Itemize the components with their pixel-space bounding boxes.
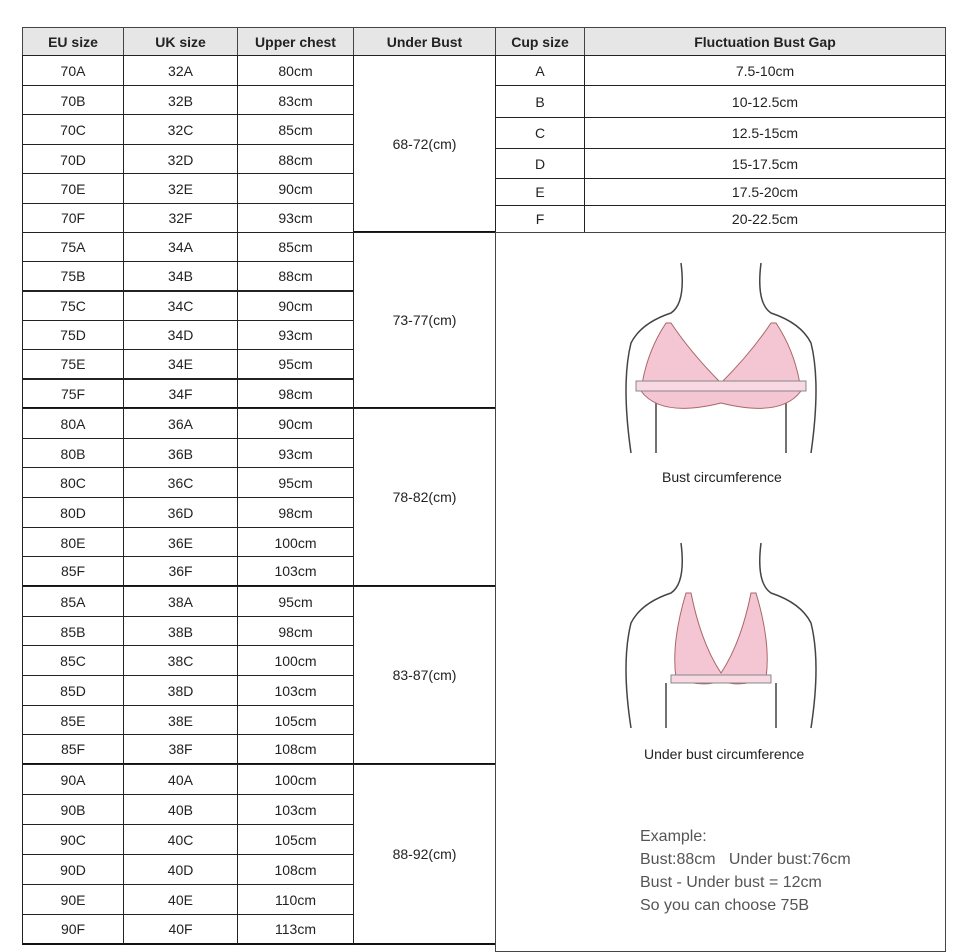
measuring-tape [636,381,806,391]
upper-chest-cell: 93cm [237,320,354,350]
upper-chest-cell: 88cm [237,144,354,175]
uk-size-cell: 38B [123,616,238,647]
upper-chest-cell: 85cm [237,232,354,262]
cup-size-cell: F [495,205,585,233]
example-line-2: Bust - Under bust = 12cm [640,874,822,891]
eu-size-cell: 70E [22,173,124,204]
upper-chest-cell: 95cm [237,586,354,617]
uk-size-cell: 34E [123,349,238,379]
eu-size-cell: 85A [22,586,124,617]
eu-size-cell: 75D [22,320,124,350]
bust-gap-cell: 7.5-10cm [584,55,946,86]
uk-size-cell: 34B [123,261,238,291]
cup-size-cell: A [495,55,585,86]
header-bust-gap: Fluctuation Bust Gap [584,27,946,56]
upper-chest-cell: 85cm [237,114,354,145]
uk-size-cell: 36C [123,467,238,498]
uk-size-cell: 38F [123,734,238,765]
eu-size-cell: 85D [22,675,124,706]
bust-gap-cell: 15-17.5cm [584,148,946,179]
eu-size-cell: 90D [22,854,124,885]
upper-chest-cell: 98cm [237,497,354,528]
uk-size-cell: 34D [123,320,238,350]
uk-size-cell: 40A [123,764,238,795]
upper-chest-cell: 83cm [237,85,354,116]
bust-measure-illustration [601,253,841,463]
uk-size-cell: 40D [123,854,238,885]
eu-size-cell: 85E [22,705,124,736]
upper-chest-cell: 103cm [237,556,354,587]
measuring-tape [671,675,771,683]
upper-chest-cell: 105cm [237,705,354,736]
upper-chest-cell: 93cm [237,438,354,469]
under-bust-measure-illustration [601,533,841,733]
upper-chest-cell: 95cm [237,467,354,498]
under-bust-cell: 68-72(cm) [353,55,496,233]
uk-size-cell: 34C [123,291,238,321]
bra-shape [641,323,801,408]
uk-size-cell: 38D [123,675,238,706]
eu-size-cell: 75B [22,261,124,291]
eu-size-cell: 90C [22,824,124,855]
upper-chest-cell: 90cm [237,408,354,439]
bust-gap-cell: 12.5-15cm [584,117,946,149]
eu-size-cell: 80C [22,467,124,498]
header-under-bust: Under Bust [353,27,496,56]
under-bust-caption: Under bust circumference [644,746,805,762]
eu-size-cell: 85F [22,556,124,587]
cup-size-cell: D [495,148,585,179]
eu-size-cell: 75F [22,379,124,409]
cup-size-cell: B [495,85,585,118]
upper-chest-cell: 100cm [237,764,354,795]
eu-size-cell: 70C [22,114,124,145]
uk-size-cell: 38C [123,645,238,676]
upper-chest-cell: 90cm [237,173,354,204]
eu-size-cell: 80E [22,527,124,558]
example-line-3: So you can choose 75B [640,897,810,914]
bra-shape [675,593,768,684]
eu-size-cell: 90E [22,884,124,915]
header-upper-chest: Upper chest [237,27,354,56]
bust-gap-cell: 10-12.5cm [584,85,946,118]
eu-size-cell: 85B [22,616,124,647]
upper-chest-cell: 113cm [237,914,354,945]
uk-size-cell: 34A [123,232,238,262]
uk-size-cell: 34F [123,379,238,409]
example-line-1: Bust:88cm Under bust:76cm [640,851,851,868]
eu-size-cell: 70A [22,55,124,86]
uk-size-cell: 36E [123,527,238,558]
upper-chest-cell: 103cm [237,675,354,706]
illustration-panel [495,232,946,952]
uk-size-cell: 36B [123,438,238,469]
upper-chest-cell: 88cm [237,261,354,291]
uk-size-cell: 32E [123,173,238,204]
upper-chest-cell: 108cm [237,734,354,765]
eu-size-cell: 85F [22,734,124,765]
eu-size-cell: 90B [22,794,124,825]
upper-chest-cell: 98cm [237,379,354,409]
under-bust-cell: 83-87(cm) [353,586,496,765]
uk-size-cell: 40C [123,824,238,855]
upper-chest-cell: 95cm [237,349,354,379]
upper-chest-cell: 80cm [237,55,354,86]
bust-caption: Bust circumference [662,469,782,485]
upper-chest-cell: 90cm [237,291,354,321]
eu-size-cell: 90A [22,764,124,795]
uk-size-cell: 32C [123,114,238,145]
upper-chest-cell: 110cm [237,884,354,915]
uk-size-cell: 36F [123,556,238,587]
eu-size-cell: 80A [22,408,124,439]
under-bust-cell: 73-77(cm) [353,232,496,409]
uk-size-cell: 32D [123,144,238,175]
eu-size-cell: 75A [22,232,124,262]
upper-chest-cell: 98cm [237,616,354,647]
eu-size-cell: 80D [22,497,124,528]
upper-chest-cell: 100cm [237,527,354,558]
upper-chest-cell: 100cm [237,645,354,676]
example-title: Example: [640,828,707,845]
eu-size-cell: 75C [22,291,124,321]
bust-gap-cell: 17.5-20cm [584,178,946,206]
upper-chest-cell: 103cm [237,794,354,825]
uk-size-cell: 36D [123,497,238,528]
upper-chest-cell: 108cm [237,854,354,885]
header-uk-size: UK size [123,27,238,56]
eu-size-cell: 70F [22,203,124,234]
cup-size-cell: E [495,178,585,206]
upper-chest-cell: 93cm [237,203,354,234]
eu-size-cell: 80B [22,438,124,469]
eu-size-cell: 75E [22,349,124,379]
eu-size-cell: 70B [22,85,124,116]
eu-size-cell: 85C [22,645,124,676]
uk-size-cell: 40B [123,794,238,825]
uk-size-cell: 32F [123,203,238,234]
bust-gap-cell: 20-22.5cm [584,205,946,233]
cup-size-cell: C [495,117,585,149]
uk-size-cell: 40E [123,884,238,915]
upper-chest-cell: 105cm [237,824,354,855]
uk-size-cell: 32B [123,85,238,116]
example-text [640,825,851,917]
eu-size-cell: 70D [22,144,124,175]
uk-size-cell: 38A [123,586,238,617]
header-eu-size: EU size [22,27,124,56]
under-bust-cell: 78-82(cm) [353,408,496,587]
header-cup-size: Cup size [495,27,585,56]
uk-size-cell: 38E [123,705,238,736]
eu-size-cell: 90F [22,914,124,945]
uk-size-cell: 36A [123,408,238,439]
uk-size-cell: 40F [123,914,238,945]
under-bust-cell: 88-92(cm) [353,764,496,945]
uk-size-cell: 32A [123,55,238,86]
